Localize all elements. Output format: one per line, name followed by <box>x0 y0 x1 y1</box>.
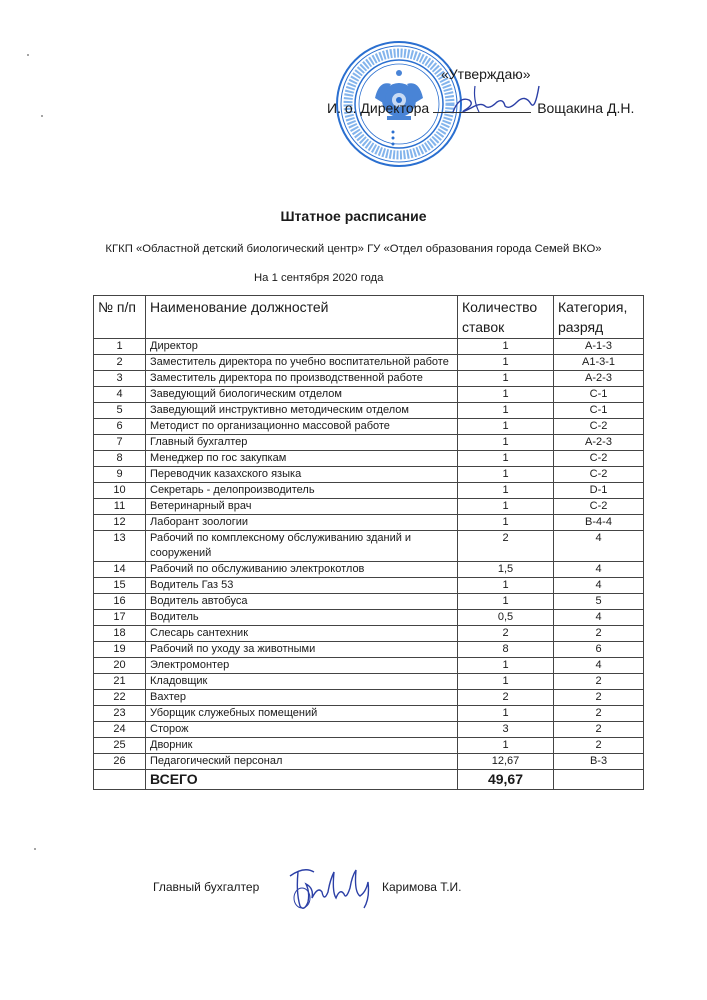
row-number: 15 <box>94 578 146 594</box>
row-number: 12 <box>94 515 146 531</box>
row-number: 10 <box>94 483 146 499</box>
total-quantity: 49,67 <box>458 770 554 790</box>
row-quantity: 1 <box>458 738 554 754</box>
row-quantity: 2 <box>458 690 554 706</box>
row-category: С-2 <box>554 467 644 483</box>
total-row <box>94 770 644 790</box>
row-category: 2 <box>554 738 644 754</box>
row-number: 5 <box>94 403 146 419</box>
table-row <box>94 594 644 610</box>
row-quantity: 1 <box>458 594 554 610</box>
row-category: С-2 <box>554 499 644 515</box>
row-position: Секретарь - делопроизводитель <box>146 483 458 499</box>
header-category: Категория, разряд <box>554 296 644 339</box>
staff-schedule-table <box>93 295 644 790</box>
row-number: 25 <box>94 738 146 754</box>
row-category: С-1 <box>554 387 644 403</box>
director-signature-icon <box>445 80 545 120</box>
table-row <box>94 674 644 690</box>
table-row <box>94 483 644 499</box>
row-quantity: 1 <box>458 658 554 674</box>
row-position: Заведующий инструктивно методическим отделом <box>146 403 458 419</box>
table-row <box>94 562 644 578</box>
table-row <box>94 371 644 387</box>
row-position: Водитель Газ 53 <box>146 578 458 594</box>
row-quantity: 1 <box>458 706 554 722</box>
row-category: 4 <box>554 578 644 594</box>
row-category: А-2-3 <box>554 371 644 387</box>
table-row <box>94 451 644 467</box>
row-category: 4 <box>554 658 644 674</box>
row-position: Рабочий по комплексному обслуживанию зданий и сооружений <box>146 531 458 562</box>
table-row <box>94 403 644 419</box>
header-quantity: Количество ставок <box>458 296 554 339</box>
row-quantity: 1 <box>458 483 554 499</box>
row-category: А1-3-1 <box>554 355 644 371</box>
chief-accountant-title: Главный бухгалтер <box>153 880 260 894</box>
chief-accountant-name: Каримова Т.И. <box>382 880 462 894</box>
row-position: Сторож <box>146 722 458 738</box>
row-quantity: 2 <box>458 626 554 642</box>
row-number: 24 <box>94 722 146 738</box>
row-position: Заместитель директора по производственной работе <box>146 371 458 387</box>
row-number: 26 <box>94 754 146 770</box>
row-number: 13 <box>94 531 146 562</box>
table-header-row <box>94 296 644 339</box>
row-position: Слесарь сантехник <box>146 626 458 642</box>
row-position: Лаборант зоологии <box>146 515 458 531</box>
row-category: 4 <box>554 610 644 626</box>
row-category: С-2 <box>554 451 644 467</box>
row-category: 2 <box>554 626 644 642</box>
table-row <box>94 754 644 770</box>
row-category: В-3 <box>554 754 644 770</box>
row-category: 2 <box>554 674 644 690</box>
table-row <box>94 419 644 435</box>
row-quantity: 1 <box>458 339 554 355</box>
table-row <box>94 339 644 355</box>
row-number: 8 <box>94 451 146 467</box>
row-number: 7 <box>94 435 146 451</box>
row-position: Методист по организационно массовой работе <box>146 419 458 435</box>
row-number: 23 <box>94 706 146 722</box>
row-number: 18 <box>94 626 146 642</box>
row-number: 17 <box>94 610 146 626</box>
total-category-cell <box>554 770 644 790</box>
organization-name: КГКП «Областной детский биологический центр» ГУ «Отдел образования города Семей ВКО» <box>105 243 602 255</box>
table-row <box>94 531 644 562</box>
row-quantity: 3 <box>458 722 554 738</box>
row-position: Уборщик служебных помещений <box>146 706 458 722</box>
scan-speck <box>27 54 29 56</box>
row-position: Менеджер по гос закупкам <box>146 451 458 467</box>
row-category: D-1 <box>554 483 644 499</box>
row-position: Главный бухгалтер <box>146 435 458 451</box>
row-number: 20 <box>94 658 146 674</box>
row-category: 4 <box>554 562 644 578</box>
row-category: 2 <box>554 690 644 706</box>
row-number: 14 <box>94 562 146 578</box>
row-category: 6 <box>554 642 644 658</box>
row-number: 16 <box>94 594 146 610</box>
row-number: 22 <box>94 690 146 706</box>
row-number: 19 <box>94 642 146 658</box>
row-category: В-4-4 <box>554 515 644 531</box>
row-quantity: 1 <box>458 435 554 451</box>
document-title: Штатное расписание <box>280 208 427 224</box>
row-quantity: 1 <box>458 499 554 515</box>
director-name: Вощакина Д.Н. <box>537 100 635 116</box>
row-quantity: 8 <box>458 642 554 658</box>
table-row <box>94 435 644 451</box>
table-row <box>94 355 644 371</box>
row-number: 21 <box>94 674 146 690</box>
row-number: 11 <box>94 499 146 515</box>
row-position: Заместитель директора по учебно воспитательной работе <box>146 355 458 371</box>
row-quantity: 12,67 <box>458 754 554 770</box>
row-category: 5 <box>554 594 644 610</box>
row-position: Дворник <box>146 738 458 754</box>
row-number: 4 <box>94 387 146 403</box>
row-category: А-2-3 <box>554 435 644 451</box>
row-quantity: 1 <box>458 515 554 531</box>
document-date: На 1 сентября 2020 года <box>254 272 384 284</box>
table-row <box>94 578 644 594</box>
header-position: Наименование должностей <box>146 296 458 339</box>
table-row <box>94 690 644 706</box>
total-number-cell <box>94 770 146 790</box>
row-number: 1 <box>94 339 146 355</box>
scan-speck <box>34 848 36 850</box>
row-category: 2 <box>554 722 644 738</box>
row-category: А-1-3 <box>554 339 644 355</box>
accountant-signature-icon <box>284 862 379 914</box>
row-position: Водитель <box>146 610 458 626</box>
table-row <box>94 610 644 626</box>
row-position: Директор <box>146 339 458 355</box>
row-quantity: 1 <box>458 387 554 403</box>
row-position: Кладовщик <box>146 674 458 690</box>
row-quantity: 1 <box>458 451 554 467</box>
row-quantity: 1 <box>458 467 554 483</box>
row-position: Вахтер <box>146 690 458 706</box>
table-row <box>94 626 644 642</box>
row-quantity: 1,5 <box>458 562 554 578</box>
director-title: И. о. Директора <box>327 100 430 116</box>
row-quantity: 1 <box>458 419 554 435</box>
row-number: 2 <box>94 355 146 371</box>
row-position: Рабочий по обслуживанию электрокотлов <box>146 562 458 578</box>
table-row <box>94 515 644 531</box>
row-position: Переводчик казахского языка <box>146 467 458 483</box>
row-number: 9 <box>94 467 146 483</box>
table-row <box>94 387 644 403</box>
total-label: ВСЕГО <box>146 770 458 790</box>
row-position: Водитель автобуса <box>146 594 458 610</box>
row-quantity: 2 <box>458 531 554 562</box>
row-number: 6 <box>94 419 146 435</box>
header-number: № п/п <box>94 296 146 339</box>
row-quantity: 1 <box>458 578 554 594</box>
table-row <box>94 706 644 722</box>
row-quantity: 1 <box>458 403 554 419</box>
approval-label: «Утверждаю» <box>441 66 531 82</box>
table-row <box>94 658 644 674</box>
row-quantity: 1 <box>458 371 554 387</box>
row-position: Рабочий по уходу за животными <box>146 642 458 658</box>
row-category: С-2 <box>554 419 644 435</box>
table-row <box>94 722 644 738</box>
row-category: С-1 <box>554 403 644 419</box>
table-row <box>94 499 644 515</box>
row-quantity: 0,5 <box>458 610 554 626</box>
row-position: Электромонтер <box>146 658 458 674</box>
table-row <box>94 467 644 483</box>
table-row <box>94 642 644 658</box>
row-position: Ветеринарный врач <box>146 499 458 515</box>
row-quantity: 1 <box>458 674 554 690</box>
row-category: 4 <box>554 531 644 562</box>
scan-speck <box>41 115 43 117</box>
row-quantity: 1 <box>458 355 554 371</box>
table-row <box>94 738 644 754</box>
row-number: 3 <box>94 371 146 387</box>
row-category: 2 <box>554 706 644 722</box>
row-position: Педагогический персонал <box>146 754 458 770</box>
row-position: Заведующий биологическим отделом <box>146 387 458 403</box>
